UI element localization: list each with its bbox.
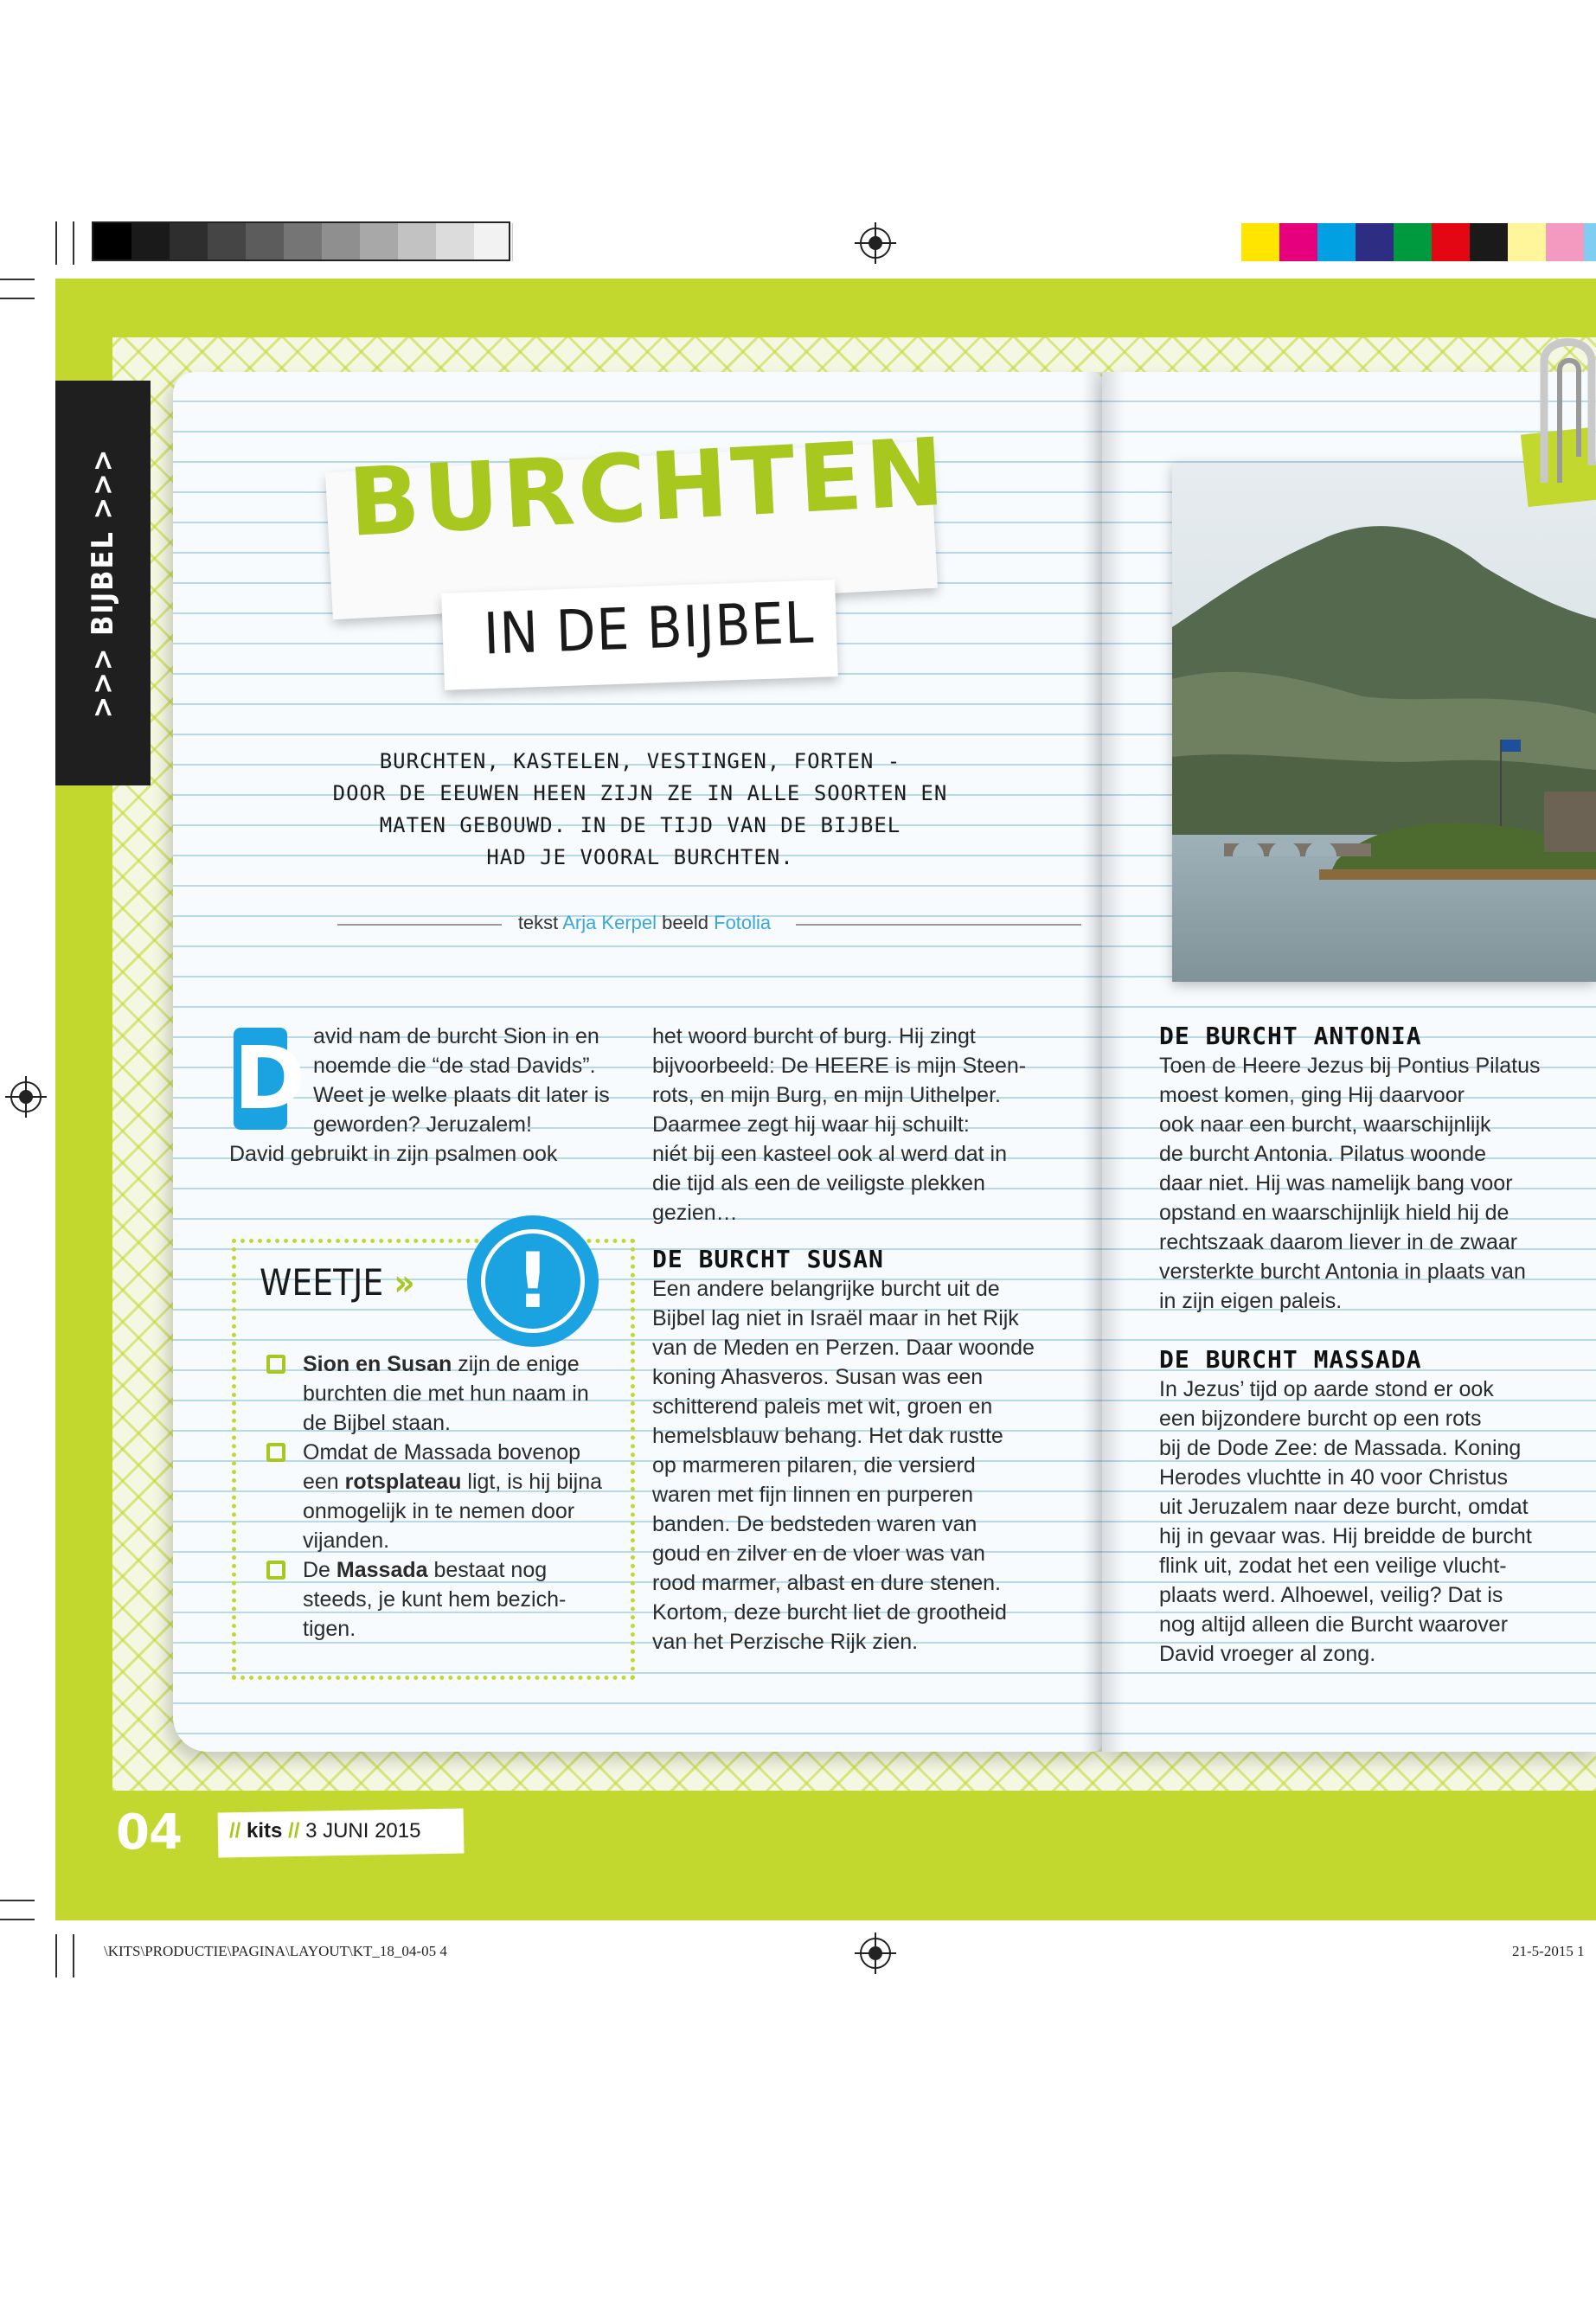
text-line: Bijbel lag niet in Israël maar in het Rijk [652, 1306, 1019, 1330]
weetje-item: Sion en Susan zijn de enige burchten die met hun naam in de Bijbel staan. [260, 1349, 606, 1438]
credit-rule-right [796, 924, 1081, 926]
text-line: bijvoorbeeld: De HEERE is mijn Steen- [652, 1054, 1027, 1078]
page-title: BURCHTEN [346, 418, 951, 558]
checkbox-icon [266, 1561, 285, 1580]
loch-castle-photo [1172, 463, 1596, 982]
heading-burcht-antonia: DE BURCHT ANTONIA [1159, 1022, 1422, 1050]
weetje-title-text: WEETJE [260, 1261, 384, 1304]
text-line: schitterend paleis met wit, groen en [652, 1394, 993, 1419]
text-line: nog altijd alleen die Burcht waarover [1159, 1612, 1509, 1637]
magazine-name: kits [247, 1819, 283, 1843]
print-slug-date: 21-5-2015 1 [1512, 1943, 1585, 1959]
heading-burcht-massada: DE BURCHT MASSADA [1159, 1345, 1422, 1374]
text-line: van het Perzische Rijk zien. [652, 1630, 919, 1654]
issue-date: 3 JUNI 2015 [305, 1819, 421, 1843]
intro-line: HAD JE VOORAL BURCHTEN. [486, 845, 794, 869]
exclamation-glyph: ! [515, 1236, 551, 1325]
text-line: versterkte burcht Antonia in plaats van [1159, 1259, 1526, 1284]
text-line: Herodes vluchtte in 40 voor Christus [1159, 1465, 1508, 1490]
weetje-item: De Massada bestaat nog steeds, je kunt hem bezich-tigen. [260, 1555, 606, 1644]
weetje-item: Omdat de Massada bovenop een rotsplateau ligt, is hij bijna onmogelijk in te nemen door vijanden. [260, 1438, 606, 1555]
text-line: van de Meden en Perzen. Daar woonde [652, 1336, 1035, 1360]
footer-separator: // [288, 1819, 300, 1843]
heading-burcht-susan: DE BURCHT SUSAN [652, 1245, 884, 1273]
text-line: een bijzondere burcht op een rots [1159, 1407, 1482, 1431]
footer-separator: // [229, 1819, 241, 1843]
weetje-title [260, 1261, 415, 1304]
credit-author: Arja Kerpel [562, 912, 657, 933]
article-column-1-bottom [229, 1139, 644, 1169]
article-column-2 [652, 1022, 1067, 1657]
credit-tekst-label: tekst [517, 912, 559, 933]
text-line: David vroeger al zong. [1159, 1642, 1376, 1666]
text-line: flink uit, zodat het een veilige vlucht- [1159, 1554, 1507, 1578]
text-line: rechtszaak daarom liever in de zwaar [1159, 1230, 1518, 1254]
page-subtitle: IN DE BIJBEL [482, 589, 816, 668]
article-column-1-top [313, 1022, 642, 1139]
credit-source: Fotolia [714, 912, 772, 933]
drop-cap: D [234, 1028, 306, 1129]
text-line: koning Ahasveros. Susan was een [652, 1365, 984, 1389]
paperclip-icon [1509, 327, 1596, 500]
article-column-3 [1159, 1022, 1596, 1669]
text-line: Kortom, deze burcht liet de grootheid [652, 1600, 1007, 1625]
exclamation-icon [467, 1215, 599, 1347]
intro-text [294, 746, 986, 874]
print-slug-path: \KITS\PRODUCTIE\PAGINA\LAYOUT\KT_18_04-05 4 [104, 1943, 447, 1959]
text-line: de burcht Antonia. Pilatus woonde [1159, 1142, 1487, 1166]
text-line: rots, en mijn Burg, en mijn Uithelper. [652, 1083, 1001, 1107]
text-line: plaats werd. Alhoewel, veilig? Dat is [1159, 1583, 1503, 1607]
text-line: in zijn eigen paleis. [1159, 1289, 1343, 1313]
text-line: Daarmee zegt hij waar hij schuilt: [652, 1112, 970, 1137]
text-line: goud en zilver en de vloer was van [652, 1541, 985, 1566]
text-line: banden. De bedsteden waren van [652, 1512, 977, 1536]
text-line: noemde die “de stad Davids”. [313, 1054, 596, 1078]
text-line: hemelsblauw behang. Het dak rustte [652, 1424, 1003, 1448]
text-line: In Jezus’ tijd op aarde stond er ook [1159, 1377, 1494, 1401]
intro-line: BURCHTEN, KASTELEN, VESTINGEN, FORTEN - [379, 749, 901, 773]
registration-mark-top [860, 228, 891, 259]
text-line: geworden? Jeruzalem! [313, 1112, 532, 1137]
text-line: moest komen, ging Hij daarvoor [1159, 1083, 1465, 1107]
text-line: daar niet. Hij was namelijk bang voor [1159, 1171, 1513, 1195]
text-line: David gebruikt in zijn psalmen ook [229, 1142, 558, 1166]
weetje-arrow-icon: » [394, 1261, 415, 1304]
text-line: die tijd als een de veiligste plekken [652, 1171, 985, 1195]
credit-beeld-label: beeld [662, 912, 708, 933]
intro-line: DOOR DE EEUWEN HEEN ZIJN ZE IN ALLE SOORTEN EN [332, 781, 948, 805]
photo-illustration [1172, 463, 1596, 982]
text-line: opstand en waarschijnlijk hield hij de [1159, 1201, 1509, 1225]
notebook-spine [1081, 372, 1125, 1752]
text-line: Een andere belangrijke burcht uit de [652, 1277, 1000, 1301]
registration-mark-left [10, 1081, 42, 1112]
text-line: het woord burcht of burg. Hij zingt [652, 1024, 976, 1048]
text-line: uit Jeruzalem naar deze burcht, omdat [1159, 1495, 1529, 1519]
checkbox-icon [266, 1443, 285, 1462]
text-line: Toen de Heere Jezus bij Pontius Pilatus [1159, 1054, 1541, 1078]
weetje-list [260, 1349, 606, 1644]
intro-line: MATEN GEBOUWD. IN DE TIJD VAN DE BIJBEL [379, 813, 901, 837]
section-tab [55, 381, 151, 785]
credit-line [502, 912, 787, 934]
text-line: waren met fijn linnen en purperen [652, 1483, 974, 1507]
text-line: ook naar een burcht, waarschijnlijk [1159, 1112, 1491, 1137]
text-line: gezien… [652, 1201, 738, 1225]
text-line: hij in gevaar was. Hij breidde de burcht [1159, 1524, 1532, 1548]
checkbox-icon [266, 1355, 285, 1374]
registration-mark-bottom [860, 1938, 891, 1969]
text-line: niét bij een kasteel ook al werd dat in [652, 1142, 1007, 1166]
page-number: 04 [116, 1804, 182, 1861]
section-tab-label: >>> BIJBEL >>> [86, 447, 120, 719]
text-line: bij de Dode Zee: de Massada. Koning [1159, 1436, 1522, 1460]
text-line: Weet je welke plaats dit later is [313, 1083, 610, 1107]
footer-magazine-info [229, 1819, 420, 1843]
credit-rule-left [337, 924, 502, 926]
text-line: rood marmer, albast en dure stenen. [652, 1571, 1002, 1595]
text-line: op marmeren pilaren, die versierd [652, 1453, 976, 1477]
text-line: avid nam de burcht Sion in en [313, 1024, 599, 1048]
